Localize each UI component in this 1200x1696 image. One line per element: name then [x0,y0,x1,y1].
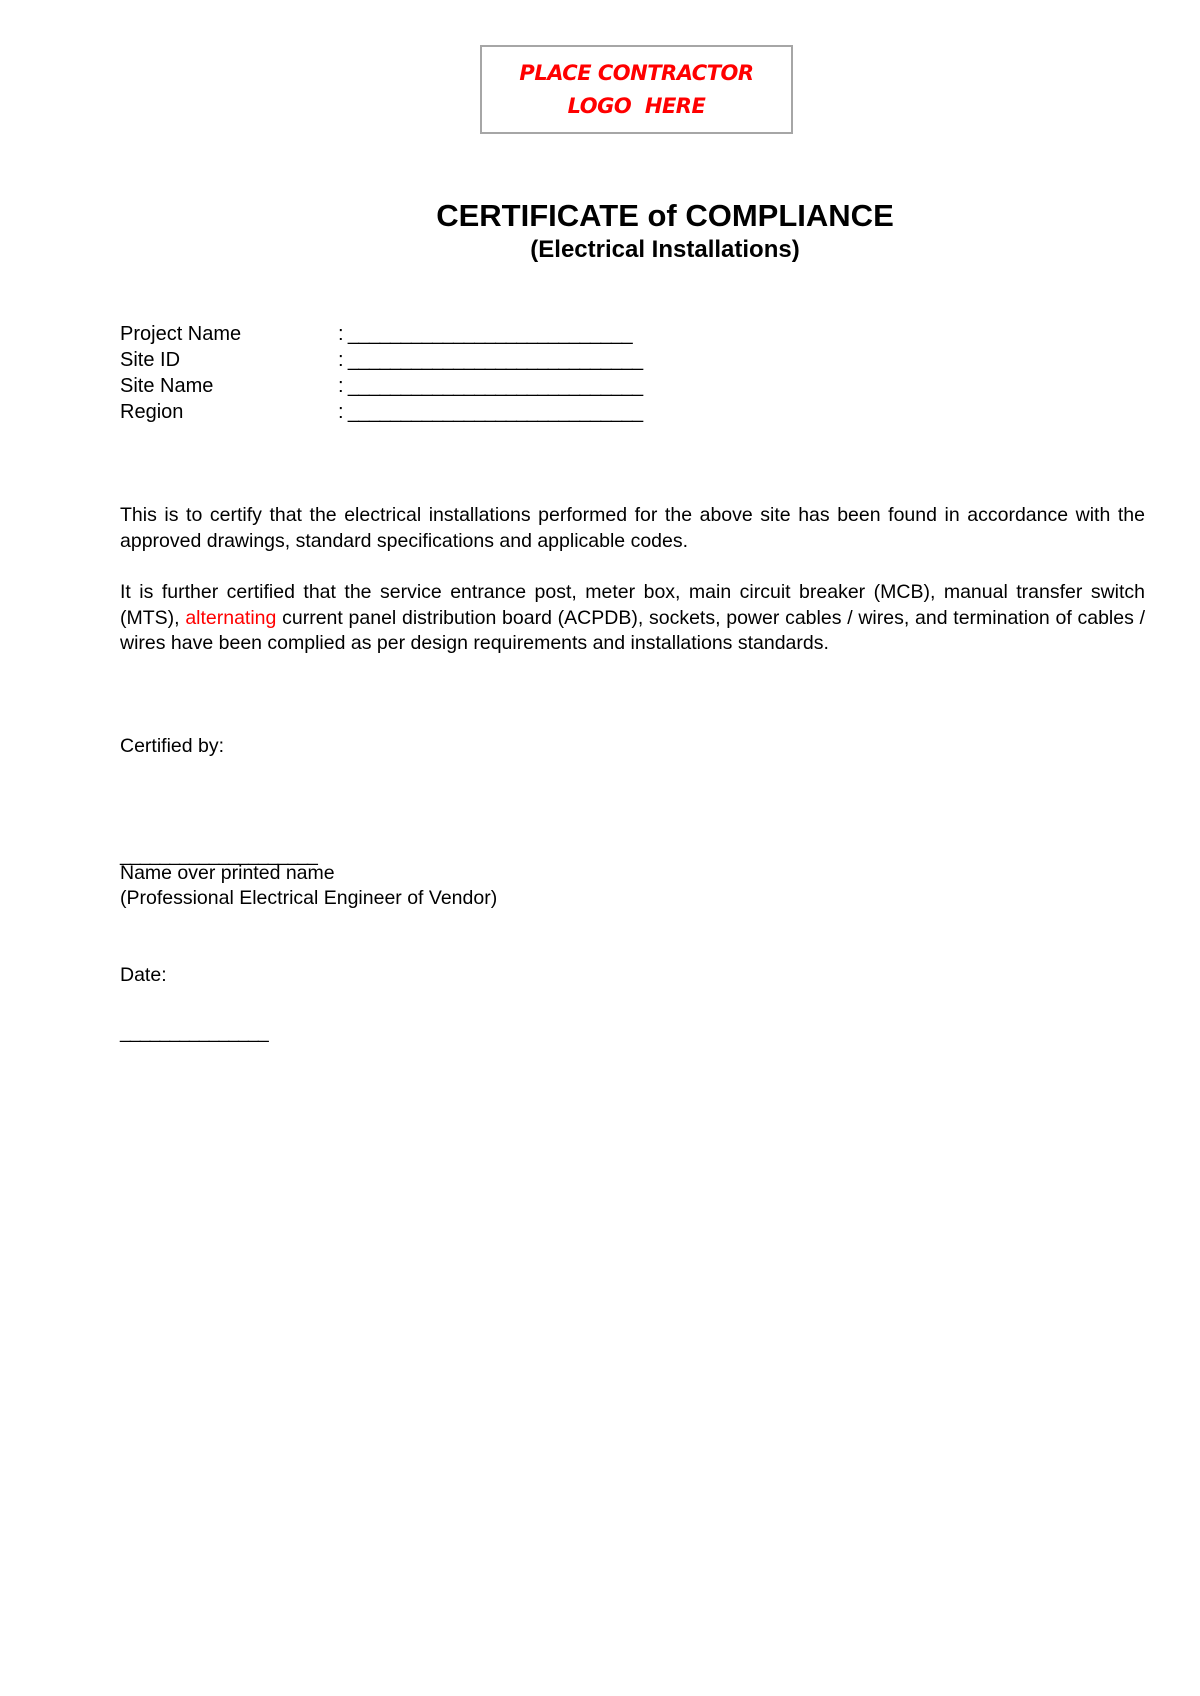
site-details-fields [120,321,643,425]
field-label: Site Name [120,375,214,397]
field-region [120,399,643,425]
document-title: CERTIFICATE of COMPLIANCE [436,198,894,233]
field-label: Site ID [120,349,181,371]
field-blank[interactable]: : ___________________________ [338,323,633,345]
signature-role-caption: (Professional Electrical Engineer of Vendor) [120,887,498,909]
paragraph-2-text: It is further certified that the service entrance post, meter box, main circuit breaker (MCB), manual transfer switch (MTS), [120,581,1145,629]
paragraph-2-text: current panel distribution board (ACPDB), sockets, power cables / wires, and termination of cables / wires have been complied as per design requirements and installations standards. [120,606,1145,654]
field-project-name [120,321,643,347]
date-line[interactable]: _______________ [120,1021,268,1043]
field-site-id [120,347,643,373]
field-blank[interactable]: : ____________________________ [338,349,643,371]
field-site-name [120,373,643,399]
certification-paragraph-1: This is to certify that the electrical installations performed for the above site has been found in accordance with the approved drawings, standard specifications and applicable codes. [120,504,1145,552]
contractor-logo-placeholder [480,45,793,134]
certification-paragraph-2 [120,580,1145,657]
logo-line-1: PLACE CONTRACTOR [519,60,754,85]
field-label: Project Name [120,323,242,345]
logo-line-2: LOGO HERE [567,93,706,118]
signature-name-caption: Name over printed name [120,862,335,884]
highlighted-word: alternating [185,606,277,629]
field-label: Region [120,401,184,423]
document-subtitle: (Electrical Installations) [530,236,800,263]
signature-line[interactable]: ____________________ [120,844,317,866]
field-blank[interactable]: : ____________________________ [338,375,643,397]
field-blank[interactable]: : ____________________________ [338,401,643,423]
date-label: Date: [120,964,167,986]
certified-by-label: Certified by: [120,735,225,757]
